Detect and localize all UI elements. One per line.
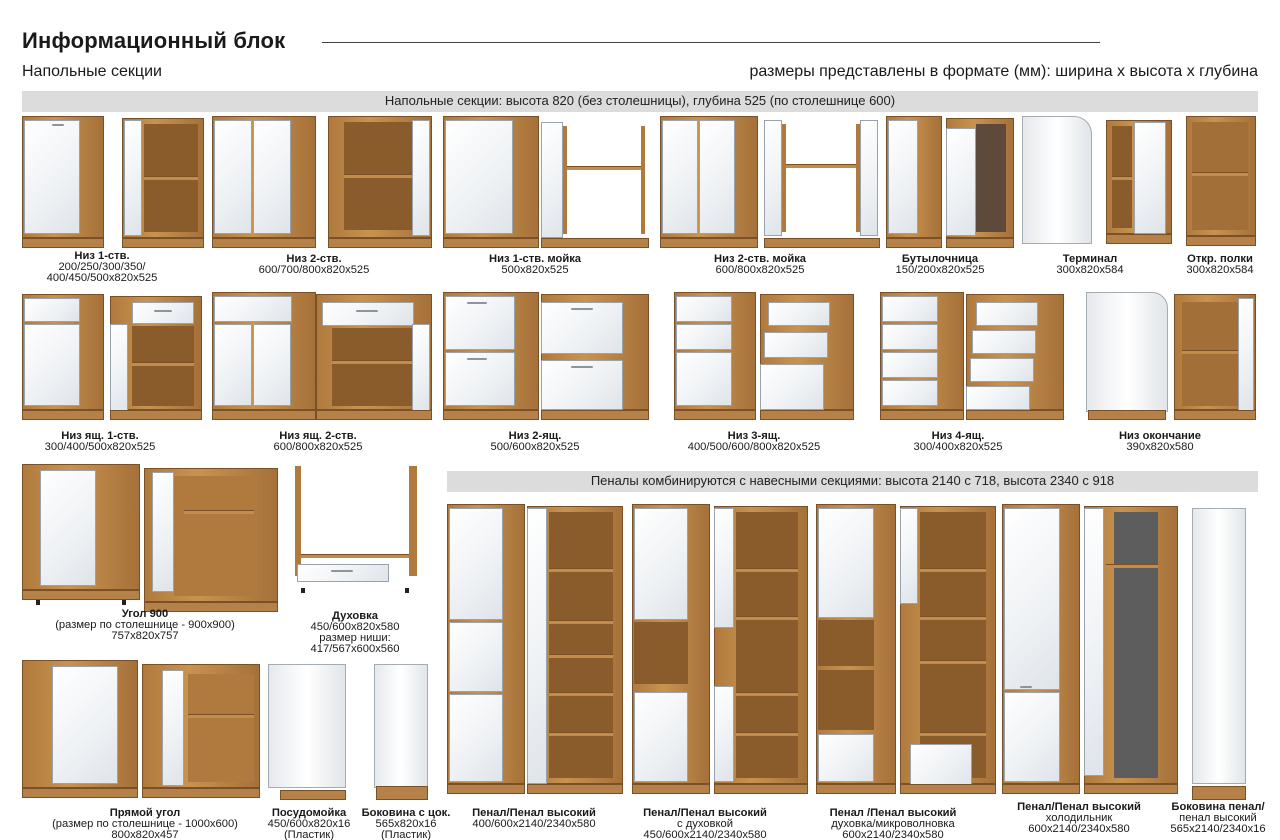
item-dims: 600х2140/2340х580 (842, 829, 944, 840)
item-name: Низ 1-ств. мойка (488, 253, 582, 265)
cabinet-base-2door (212, 116, 432, 248)
cabinet-corner-900 (22, 464, 278, 614)
caption-base-1door (22, 251, 182, 284)
item-dims-line2: 400/450/500х820х525 (46, 272, 158, 284)
item-dims: 565х2140/2340х16 (1170, 823, 1266, 835)
caption-bottle-rack (880, 254, 1000, 276)
item-name: Угол 900 (121, 608, 169, 620)
item-dims: 390х820х580 (1126, 441, 1194, 453)
cabinet-closed-image (660, 116, 758, 248)
cabinet-closed-image (443, 292, 539, 420)
caption-corner-900 (22, 609, 268, 642)
item-dims: 800х820х457 (111, 829, 179, 840)
cabinet-open-shelves (1186, 116, 1256, 248)
caption-2drawers (470, 431, 600, 453)
item-dims: 565х820х16 (375, 818, 437, 830)
tall-unit-oven (632, 504, 808, 800)
caption-tall-fridge (1004, 802, 1154, 835)
item-material: (Пластик) (380, 829, 432, 840)
cabinet-straight-corner (22, 660, 262, 800)
corner-open-image (144, 468, 278, 612)
title-divider (322, 42, 1100, 43)
caption-base-2door (232, 254, 396, 276)
cabinet-open-image (110, 296, 202, 420)
cabinet-closed-image (212, 292, 316, 420)
caption-3drawers (664, 431, 844, 453)
caption-open-shelves (1172, 254, 1268, 276)
item-name: Пенал /Пенал высокий (829, 807, 957, 819)
item-note: (размер по столешнице - 1000х600) (52, 818, 238, 830)
caption-tall-oven (630, 808, 780, 840)
cabinet-open-image (966, 294, 1064, 420)
item-name: Низ 2-ств. мойка (713, 253, 807, 265)
item-name: Прямой угол (109, 807, 181, 819)
item-name: Откр. полки (1187, 253, 1253, 265)
corner-closed-image (22, 464, 140, 600)
item-dims: 450/600х820х16 (267, 818, 351, 830)
caption-oven (290, 611, 420, 655)
item-note: пенал высокий (1179, 812, 1257, 824)
item-dims: 300х820х584 (1056, 264, 1124, 276)
caption-tall-oven-microwave (818, 808, 968, 840)
tall-open-image (900, 506, 996, 794)
item-dims: 500х820х525 (501, 264, 569, 276)
item-note: духовка/микроволновка (831, 818, 955, 830)
cabinet-open-image (122, 118, 204, 248)
item-name: Боковина пенал/ (1171, 801, 1265, 813)
cabinet-bottle-rack (886, 116, 1014, 248)
item-dims: 500/600х820х525 (490, 441, 580, 453)
terminal-closed-image (1022, 116, 1092, 244)
tall-closed-image (1002, 504, 1080, 794)
item-name: Низ окончание (1118, 430, 1202, 442)
tall-side-panel-image (1192, 508, 1246, 784)
item-dims: 757х820х757 (111, 630, 179, 642)
caption-terminal (1030, 254, 1150, 276)
section-subtitle: Напольные секции (22, 63, 162, 80)
cabinet-closed-image (880, 292, 964, 420)
oven-cabinet-image (295, 466, 419, 588)
cabinet-3drawers (674, 292, 854, 422)
item-name: Низ 2-ств. (286, 253, 342, 265)
cabinet-open-image (316, 294, 432, 420)
page-title: Информационный блок (22, 28, 286, 53)
cabinet-drawer-1door (22, 294, 202, 422)
item-name: Низ ящ. 1-ств. (61, 430, 139, 442)
tall-closed-image (447, 504, 525, 794)
cabinet-2drawers (443, 292, 649, 422)
item-name: Посудомойка (271, 807, 347, 819)
item-material: (Пластик) (283, 829, 335, 840)
tall-closed-image (632, 504, 710, 794)
dimensions-note: размеры представлены в формате (мм): ширина х высота х глубина (749, 63, 1258, 80)
end-open-image (1174, 294, 1256, 420)
cabinet-sink-2door (660, 116, 880, 248)
straight-corner-open-image (142, 664, 260, 798)
cabinet-open-image (764, 118, 880, 248)
item-dims: 400/500/600/800х820х525 (687, 441, 821, 453)
item-name: Терминал (1062, 253, 1118, 265)
tall-unit-fridge (1002, 504, 1178, 800)
tall-open-image (527, 506, 623, 794)
cabinet-closed-image (212, 116, 316, 248)
item-name: Пенал/Пенал высокий (472, 807, 596, 819)
tall-unit-oven-microwave (816, 504, 996, 800)
niche-dims: 417/567х600х560 (310, 643, 400, 655)
cabinet-closed-image (22, 116, 104, 248)
tall-closed-image (816, 504, 896, 794)
item-name: Бутылочница (901, 253, 979, 265)
caption-tall-side-panel (1158, 802, 1278, 835)
item-dims: 600/800х820х525 (715, 264, 805, 276)
side-panel-plinth (374, 664, 430, 800)
cabinet-end-section (1086, 292, 1258, 422)
end-closed-image (1086, 292, 1168, 412)
item-dims: 400/600х2140/2340х580 (472, 818, 596, 830)
item-name: Боковина с цок. (361, 807, 451, 819)
caption-tall-basic (454, 808, 614, 830)
caption-drawer-1door (30, 431, 170, 453)
tall-unit-basic (447, 504, 623, 800)
cabinet-open-image (946, 118, 1014, 248)
cabinet-sink-1door (443, 116, 649, 248)
cabinet-drawer-2door (212, 292, 432, 422)
item-name: Низ ящ. 2-ств. (279, 430, 357, 442)
item-name: Пенал/Пенал высокий (643, 807, 767, 819)
niche-label: размер ниши: (319, 632, 391, 644)
item-dims: 600/800х820х525 (273, 441, 363, 453)
caption-drawer-2door (248, 431, 388, 453)
caption-end-section (1100, 431, 1220, 453)
cabinet-closed-image (886, 116, 942, 248)
item-dims: 200/250/300/350/ (58, 261, 146, 273)
cabinet-open-image (541, 294, 649, 420)
cabinet-closed-image (443, 116, 539, 248)
side-panel-image (374, 664, 428, 788)
item-name: Пенал/Пенал высокий (1017, 801, 1141, 813)
cabinet-open-image (541, 120, 649, 248)
floor-sections-banner: Напольные секции: высота 820 (без столешницы), глубина 525 (по столешнице 600) (22, 91, 1258, 112)
item-dims: 150/200х820х525 (895, 264, 985, 276)
tall-side-panel (1192, 508, 1248, 800)
item-dims: 300х820х584 (1186, 264, 1254, 276)
caption-straight-corner (22, 808, 268, 840)
caption-side-panel (354, 808, 458, 840)
straight-corner-closed-image (22, 660, 138, 798)
item-dims: 450/600х2140/2340х580 (643, 829, 767, 840)
caption-4drawers (896, 431, 1020, 453)
cabinet-4drawers (880, 292, 1064, 422)
cabinet-oven (295, 466, 419, 590)
item-dims: 600х2140/2340х580 (1028, 823, 1130, 835)
tall-open-image (1084, 506, 1178, 794)
item-note: холодильник (1045, 812, 1113, 824)
dishwasher-panel-image (268, 664, 346, 788)
tall-open-image (714, 506, 808, 794)
open-shelves-image (1186, 116, 1256, 246)
item-dims: 450/600х820х580 (310, 621, 400, 633)
caption-dishwasher (254, 808, 364, 840)
cabinet-closed-image (674, 292, 756, 420)
item-dims: 300/400х820х525 (913, 441, 1003, 453)
item-dims: 600/700/800х820х525 (258, 264, 370, 276)
cabinet-base-1door (22, 116, 204, 248)
tall-sections-banner: Пеналы комбинируются с навесными секциями: высота 2140 с 718, высота 2340 с 918 (447, 471, 1258, 492)
cabinet-terminal (1022, 116, 1174, 248)
cabinet-open-image (328, 116, 432, 248)
item-name: Духовка (332, 610, 378, 622)
item-name: Низ 4-ящ. (931, 430, 985, 442)
dishwasher-panel (268, 664, 348, 800)
terminal-open-image (1106, 120, 1172, 244)
item-note: с духовкой (677, 818, 733, 830)
cabinet-closed-image (22, 294, 104, 420)
caption-sink-1door (470, 254, 600, 276)
item-name: Низ 3-ящ. (727, 430, 781, 442)
item-dims: 300/400/500х820х525 (44, 441, 156, 453)
item-name: Низ 2-ящ. (508, 430, 562, 442)
cabinet-open-image (760, 294, 854, 420)
item-note: (размер по столешнице - 900х900) (55, 619, 235, 631)
item-name: Низ 1-ств. (74, 250, 130, 262)
caption-sink-2door (690, 254, 830, 276)
